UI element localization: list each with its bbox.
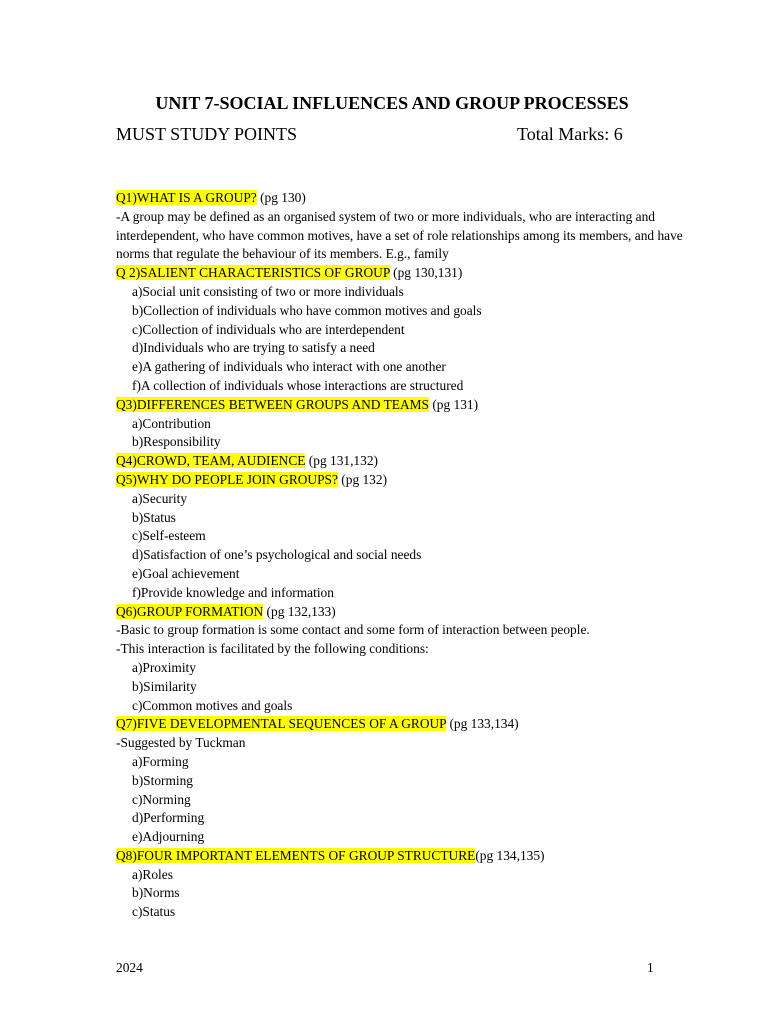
list-item: e)A gathering of individuals who interact with one another: [132, 359, 446, 375]
question-heading: [116, 264, 676, 283]
list-item: e)Goal achievement: [132, 565, 240, 581]
highlighted-question: Q5)WHY DO PEOPLE JOIN GROUPS?: [116, 471, 338, 487]
question-heading: [116, 603, 676, 622]
list-item: b)Norms: [132, 885, 180, 901]
list-item: d)Performing: [132, 810, 205, 826]
highlighted-question: Q8)FOUR IMPORTANT ELEMENTS OF GROUP STRUCTURE: [116, 847, 476, 863]
list-item: a)Contribution: [132, 415, 211, 431]
list-item: c)Norming: [132, 791, 191, 807]
list-item: b)Storming: [132, 772, 194, 788]
question-heading: [116, 847, 676, 866]
list-item: b)Similarity: [132, 678, 197, 694]
page-reference: (pg 131,132): [305, 453, 378, 469]
page-number: 1: [647, 960, 654, 975]
highlighted-question: Q6)GROUP FORMATION: [116, 603, 264, 619]
list-item: c)Status: [132, 904, 176, 920]
list-item: f)Provide knowledge and information: [132, 584, 334, 600]
list-item: a)Forming: [132, 753, 189, 769]
page-title: UNIT 7-SOCIAL INFLUENCES AND GROUP PROCESSES: [155, 93, 629, 113]
list-item: c)Collection of individuals who are interdependent: [132, 321, 405, 337]
highlighted-question: Q 2)SALIENT CHARACTERISTICS OF GROUP: [116, 265, 390, 281]
list-item: d)Individuals who are trying to satisfy a need: [132, 340, 375, 356]
page-reference: (pg 130,131): [389, 265, 463, 281]
list-item: b)Responsibility: [132, 434, 221, 450]
page-reference: (pg 130): [256, 190, 306, 205]
list-item: b)Collection of individuals who have common motives and goals: [132, 302, 482, 318]
paragraph-line: -Basic to group formation is some contact and some form of interaction between people.: [116, 622, 590, 638]
paragraph-line: interdependent, who have common motives, have a set of role relationships among its members, and have: [116, 227, 683, 243]
list-item: f)A collection of individuals whose interactions are structured: [132, 377, 464, 393]
page-reference: (pg 134,135): [475, 847, 545, 863]
total-marks: Total Marks: 6: [517, 124, 623, 144]
page-reference: (pg 131): [428, 396, 479, 412]
list-item: c)Common motives and goals: [132, 697, 293, 713]
paragraph-line: -Suggested by Tuckman: [116, 735, 246, 751]
list-item: e)Adjourning: [132, 829, 205, 845]
list-item: c)Self-esteem: [132, 528, 206, 544]
list-item: a)Security: [132, 490, 188, 506]
question-heading: [116, 471, 676, 490]
list-item: b)Status: [132, 509, 176, 525]
paragraph-line: -A group may be defined as an organised system of two or more individuals, who are interacting and: [116, 208, 655, 224]
page-reference: (pg 132): [337, 471, 388, 487]
list-item: a)Proximity: [132, 659, 196, 675]
highlighted-question: Q4)CROWD, TEAM, AUDIENCE: [116, 453, 306, 469]
subtitle: MUST STUDY POINTS: [116, 124, 298, 144]
paragraph-line: norms that regulate the behaviour of its members. E.g., family: [116, 246, 449, 262]
highlighted-question: Q3)DIFFERENCES BETWEEN GROUPS AND TEAMS: [116, 396, 429, 412]
highlighted-question: Q1)WHAT IS A GROUP?: [116, 190, 257, 205]
list-item: a)Social unit consisting of two or more individuals: [132, 283, 404, 299]
paragraph-line: -This interaction is facilitated by the following conditions:: [116, 641, 429, 657]
question-heading: [116, 715, 676, 734]
page-reference: (pg 133,134): [446, 716, 519, 732]
document-body: [116, 189, 683, 922]
page-reference: (pg 132,133): [263, 603, 336, 619]
question-heading: [116, 452, 676, 471]
question-heading: [116, 396, 676, 415]
list-item: a)Roles: [132, 866, 173, 882]
footer-year: 2024: [116, 960, 143, 975]
highlighted-question: Q7)FIVE DEVELOPMENTAL SEQUENCES OF A GROUP: [116, 716, 447, 732]
question-heading: [116, 189, 676, 208]
list-item: d)Satisfaction of one’s psychological and social needs: [132, 547, 422, 563]
